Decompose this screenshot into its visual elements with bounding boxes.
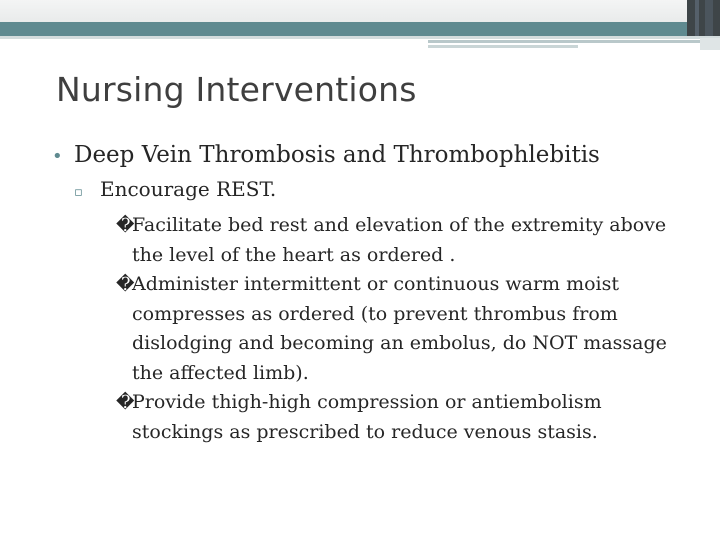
bullet-glyph-icon: � [116,274,135,295]
list-item [116,270,702,388]
list-item [116,211,702,270]
list-item-text: Facilitate bed rest and elevation of the extremity above the level of the heart as ordered . [132,214,667,266]
header-band-teal [0,22,720,36]
header-corner-dark [687,0,720,36]
list-item [116,388,702,447]
bullet-glyph-icon: � [116,215,135,236]
bullet-text: Encourage REST. [100,177,277,201]
header-band-thin [0,36,720,39]
header-band-light [0,0,720,22]
header-accent-block [700,38,720,50]
bullet-square-icon: ▫ [74,185,83,200]
bullet-text: Deep Vein Thrombosis and Thrombophlebitis [74,142,600,168]
bullet-dot-icon: • [52,146,63,167]
list-item-text: Administer intermittent or continuous warm moist compresses as ordered (to prevent thrombus from dislodging and becoming an embolus, do NOT massage the affected limb). [132,273,667,384]
header-accent-line-short [428,45,578,48]
header-accent-line [428,40,720,43]
bullet-level-1 [52,139,702,173]
slide-body [52,139,702,447]
bullet-level-2 [74,175,702,207]
bullet-level-3-list [116,211,702,447]
bullet-glyph-icon: � [116,392,135,413]
slide-title: Nursing Interventions [56,70,417,109]
list-item-text: Provide thigh-high compression or antiembolism stockings as prescribed to reduce venous stasis. [132,391,602,443]
